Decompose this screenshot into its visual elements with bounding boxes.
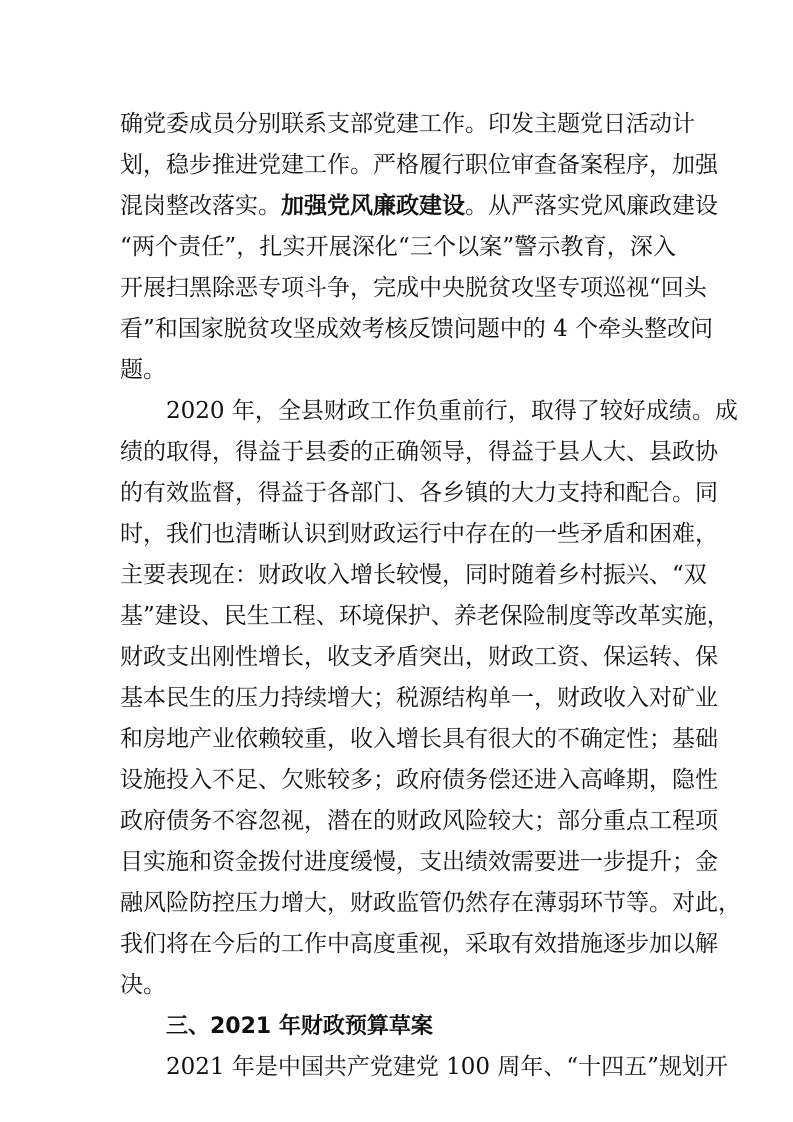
text-line	[120, 186, 718, 227]
paragraph-2020-summary	[120, 391, 741, 1006]
text-line: 2020 年，全县财政工作负重前行，取得了较好成绩。成	[166, 398, 738, 424]
text-line: 融风险防控压力增大，财政监管仍然存在薄弱环节等。对此，	[120, 890, 741, 916]
document-body	[120, 104, 741, 1088]
text-line: 政府债务不容忽视，潜在的财政风险较大；部分重点工程项	[120, 808, 718, 834]
paragraph-party-building	[120, 104, 718, 391]
text-line: 时，我们也清晰认识到财政运行中存在的一些矛盾和困难，	[120, 521, 718, 547]
text-line: 目实施和资金拨付进度缓慢，支出绩效需要进一步提升；金	[120, 849, 718, 875]
text-line: 划，稳步推进党建工作。严格履行职位审查备案程序，加强	[120, 152, 718, 178]
text-line: 财政支出刚性增长，收支矛盾突出，财政工资、保运转、保	[120, 644, 718, 670]
text-line: 基本民生的压力持续增大；税源结构单一，财政收入对矿业	[120, 685, 718, 711]
text-line: 设施投入不足、欠账较多；政府债务偿还进入高峰期，隐性	[120, 767, 718, 793]
text-line: 的有效监督，得益于各部门、各乡镇的大力支持和配合。同	[120, 480, 718, 506]
text-line: 确党委成员分别联系支部党建工作。印发主题党日活动计	[120, 111, 695, 137]
text-line-start: 混岗整改落实。	[120, 193, 281, 219]
text-line: 2021 年是中国共产党建党 100 周年、“十四五”规划开	[166, 1054, 728, 1080]
text-line: 绩的取得，得益于县委的正确领导，得益于县人大、县政协	[120, 439, 718, 465]
text-line: 决。	[120, 972, 166, 998]
text-line: 和房地产业依赖较重，收入增长具有很大的不确定性；基础	[120, 726, 718, 752]
text-line: 我们将在今后的工作中高度重视，采取有效措施逐步加以解	[120, 931, 718, 957]
bold-subheading: 加强党风廉政建设	[281, 193, 465, 219]
paragraph-2021-intro	[120, 1047, 728, 1088]
text-line: 看”和国家脱贫攻坚成效考核反馈问题中的 4 个牵头整改问	[120, 316, 714, 342]
section-heading: 三、2021 年财政预算草案	[166, 1014, 433, 1039]
text-line: 开展扫黑除恶专项斗争，完成中央脱贫攻坚专项巡视“回头	[120, 275, 707, 301]
text-line: 题。	[120, 357, 166, 383]
text-line: “两个责任”，扎实开展深化“三个以案”警示教育，深入	[120, 234, 676, 260]
text-line: 基”建设、民生工程、环境保护、养老保险制度等改革实施，	[120, 603, 730, 629]
text-line: 主要表现在：财政收入增长较慢，同时随着乡村振兴、“双	[120, 562, 707, 588]
text-line-end: 。从严落实党风廉政建设	[465, 193, 718, 219]
